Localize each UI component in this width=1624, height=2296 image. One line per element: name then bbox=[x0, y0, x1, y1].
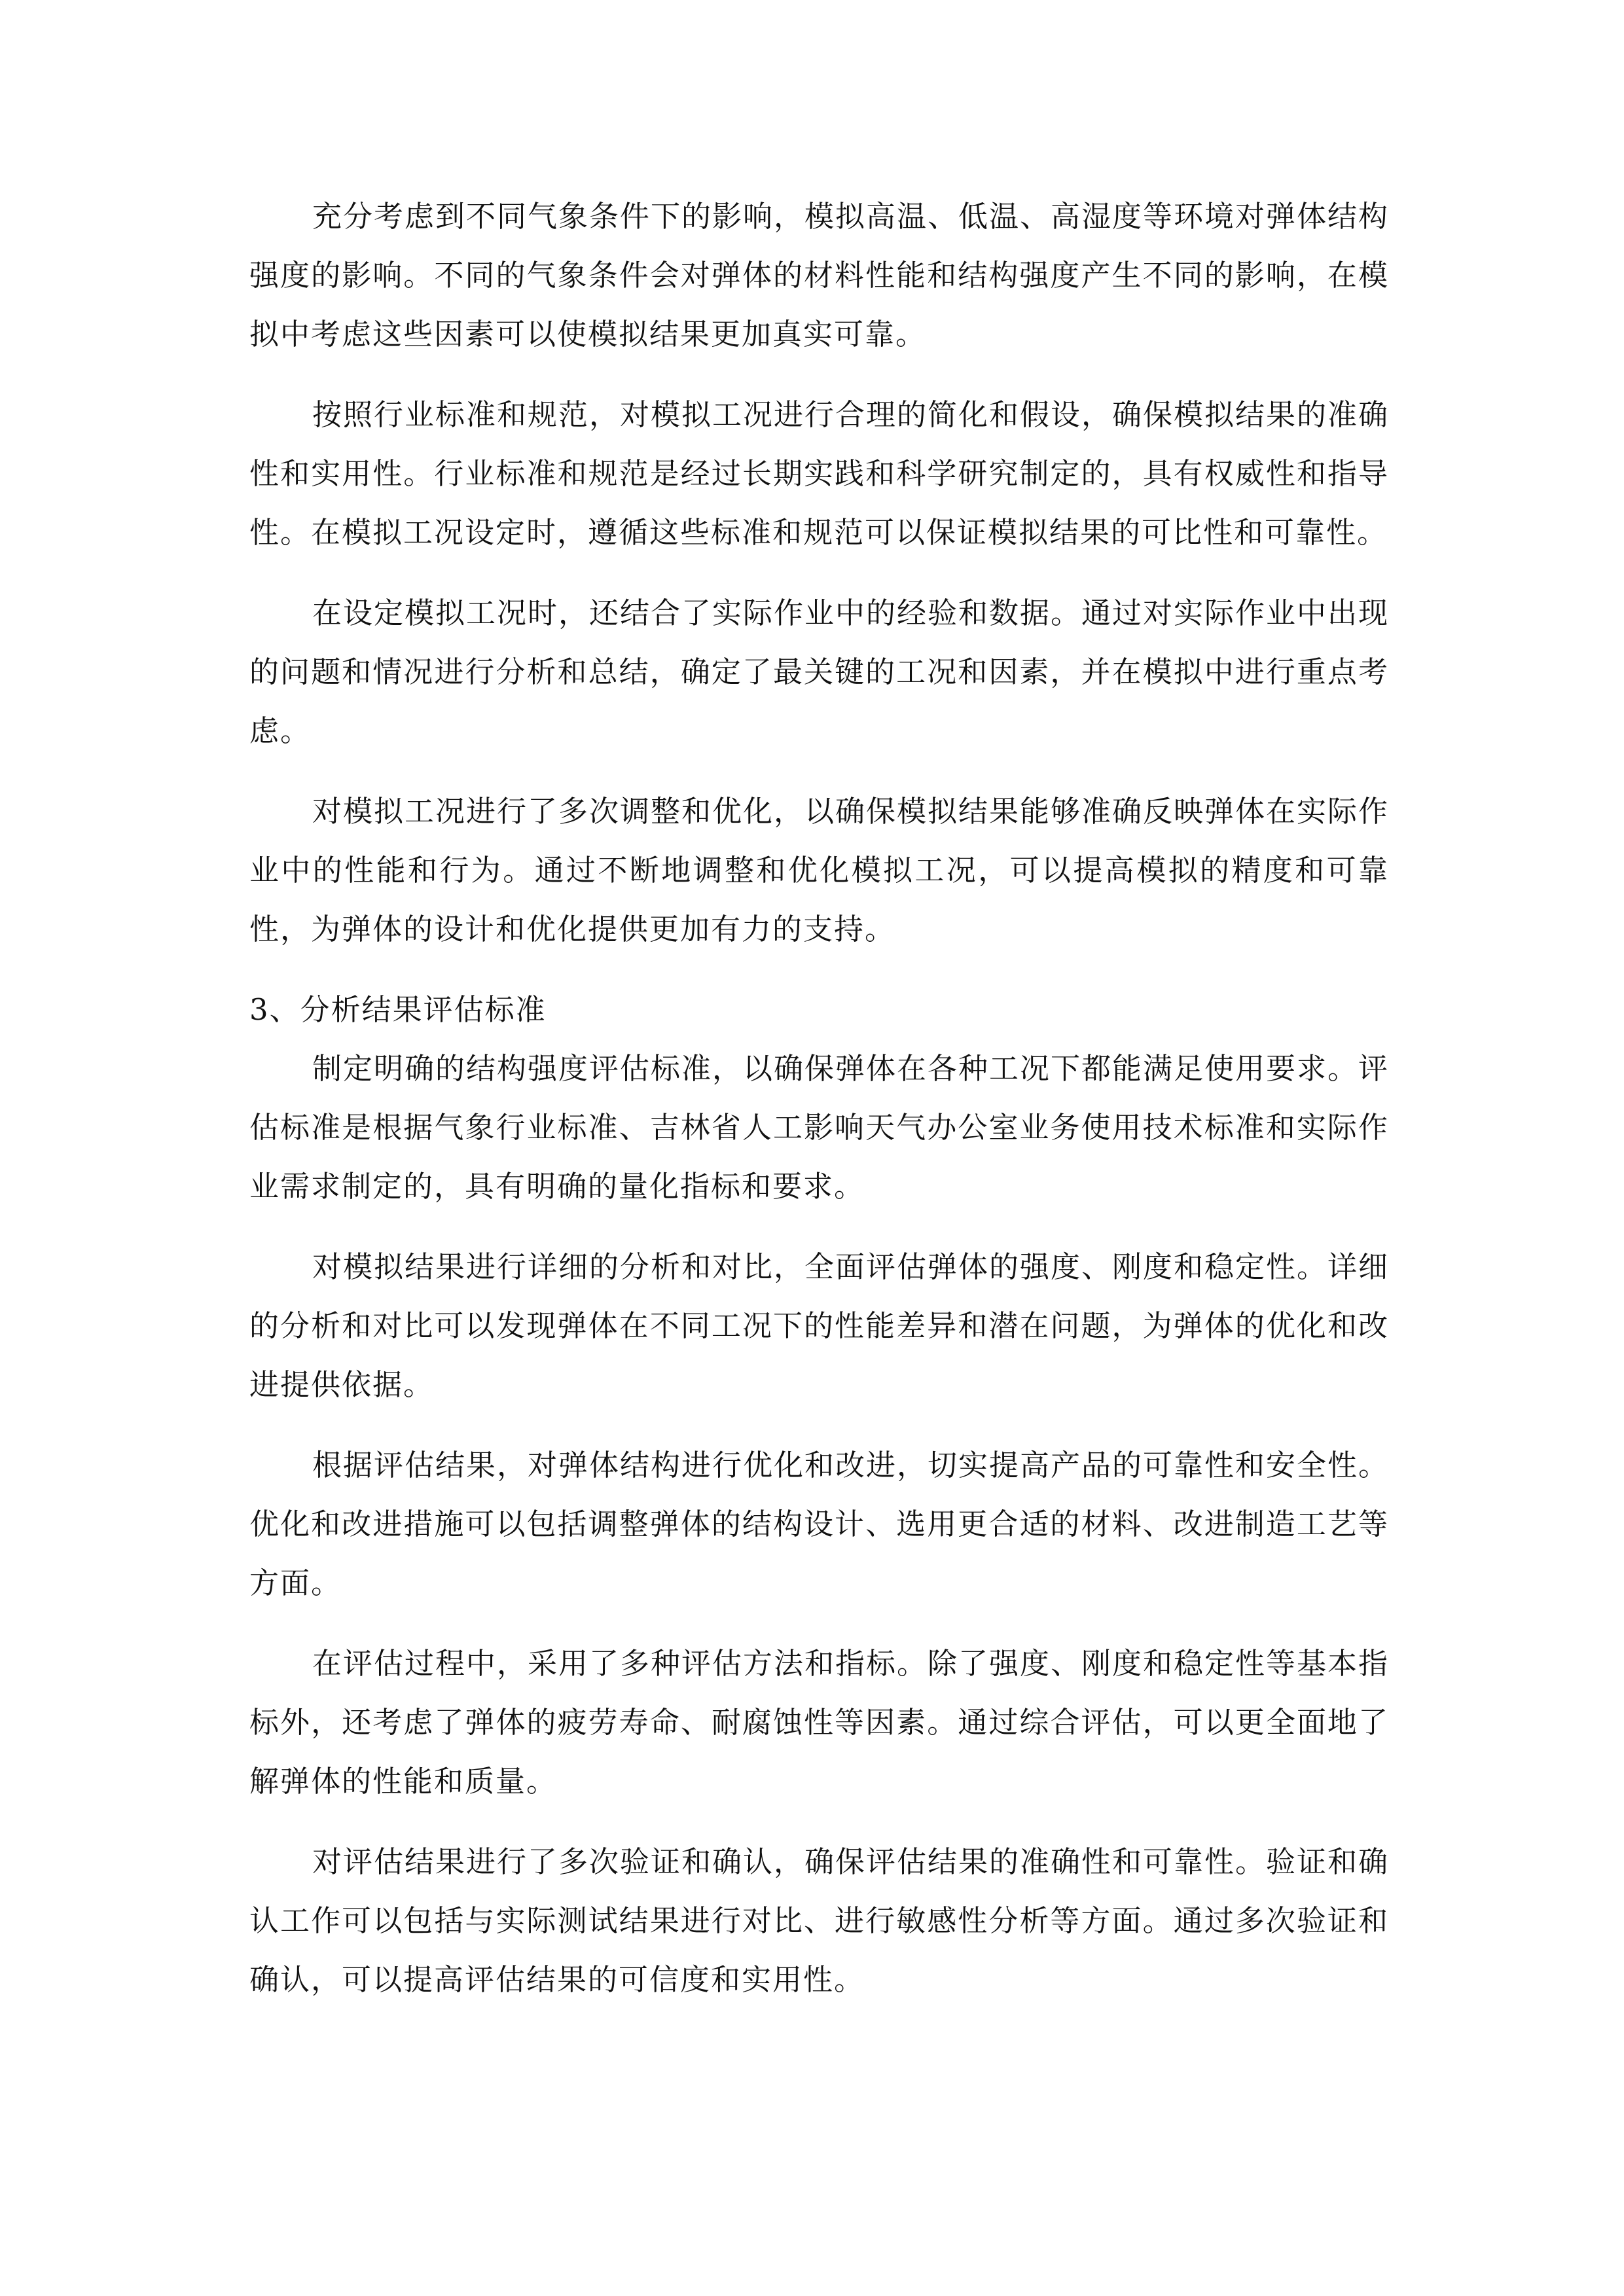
paragraph-industry-standards: 按照行业标准和规范，对模拟工况进行合理的简化和假设，确保模拟结果的准确性和实用性。行业标准和规范是经过长期实践和科学研究制定的，具有权威性和指导性。在模拟工况设定时，遵循这些标准和规范可以保证模拟结果的可比性和可靠性。 bbox=[249, 397, 1390, 550]
section-heading: 3、分析结果评估标准 bbox=[249, 992, 547, 1027]
paragraph-field-experience: 在设定模拟工况时，还结合了实际作业中的经验和数据。通过对实际作业中出现的问题和情况进行分析和总结，确定了最关键的工况和因素，并在模拟中进行重点考虑。 bbox=[249, 596, 1390, 748]
paragraph-structure-improvement: 根据评估结果，对弹体结构进行优化和改进，切实提高产品的可靠性和安全性。优化和改进措施可以包括调整弹体的结构设计、选用更合适的材料、改进制造工艺等方面。 bbox=[249, 1448, 1390, 1600]
document-body bbox=[249, 187, 1389, 2009]
paragraph-weather-conditions: 充分考虑到不同气象条件下的影响，模拟高温、低温、高湿度等环境对弹体结构强度的影响。不同的气象条件会对弹体的材料性能和结构强度产生不同的影响，在模拟中考虑这些因素可以使模拟结果更加真实可靠。 bbox=[249, 199, 1390, 351]
paragraph-condition-optimization: 对模拟工况进行了多次调整和优化，以确保模拟结果能够准确反映弹体在实际作业中的性能和行为。通过不断地调整和优化模拟工况，可以提高模拟的精度和可靠性，为弹体的设计和优化提供更加有力的支持。 bbox=[249, 794, 1390, 946]
paragraph-result-verification: 对评估结果进行了多次验证和确认，确保评估结果的准确性和可靠性。验证和确认工作可以包括与实际测试结果进行对比、进行敏感性分析等方面。通过多次验证和确认，可以提高评估结果的可信度和实用性。 bbox=[249, 1844, 1390, 1997]
paragraph-evaluation-criteria: 制定明确的结构强度评估标准，以确保弹体在各种工况下都能满足使用要求。评估标准是根据气象行业标准、吉林省人工影响天气办公室业务使用技术标准和实际作业需求制定的，具有明确的量化指标和要求。 bbox=[249, 1051, 1390, 1204]
paragraph-result-analysis: 对模拟结果进行详细的分析和对比，全面评估弹体的强度、刚度和稳定性。详细的分析和对比可以发现弹体在不同工况下的性能差异和潜在问题，为弹体的优化和改进提供依据。 bbox=[249, 1249, 1390, 1402]
paragraph-evaluation-methods: 在评估过程中，采用了多种评估方法和指标。除了强度、刚度和稳定性等基本指标外，还考虑了弹体的疲劳寿命、耐腐蚀性等因素。通过综合评估，可以更全面地了解弹体的性能和质量。 bbox=[249, 1646, 1390, 1799]
